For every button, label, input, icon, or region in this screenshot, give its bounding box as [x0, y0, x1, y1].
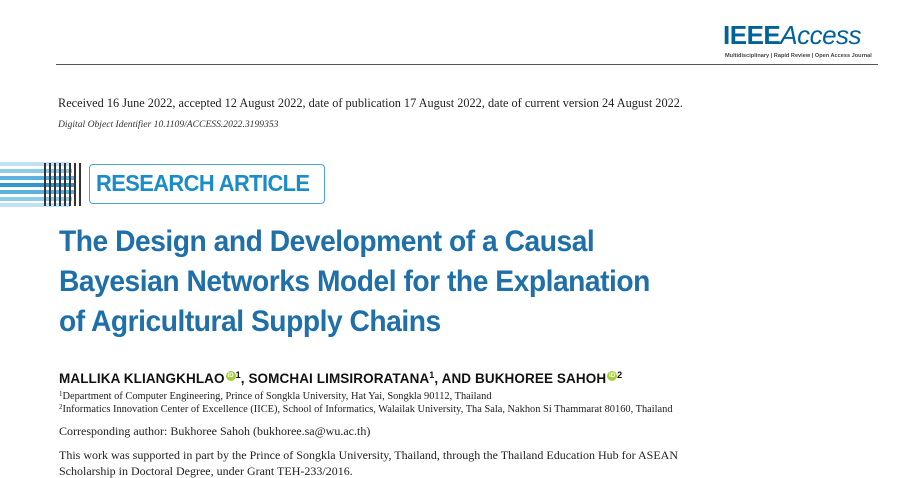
orcid-icon[interactable]: iD	[609, 373, 616, 379]
author-name: MALLIKA KLIANGKHLAO	[59, 371, 225, 386]
decorative-ticks	[44, 163, 84, 206]
author-name: AND BUKHOREE SAHOH	[441, 371, 607, 386]
affiliation	[59, 403, 673, 415]
title-line: The Design and Development of a Causal	[59, 225, 595, 258]
logo-tagline: Multidisciplinary | Rapid Review | Open Access Journal	[725, 53, 872, 59]
received-dates: Received 16 June 2022, accepted 12 August 2022, date of publication 17 August 2022, date of current version 24 August 2022.	[58, 96, 683, 110]
title-line: of Agricultural Supply Chains	[59, 305, 441, 338]
doi-line: Digital Object Identifier 10.1109/ACCESS.2022.3199353	[58, 119, 279, 130]
funding-line: Scholarship in Doctoral Degree, under Grant TEH-233/2016.	[59, 464, 353, 478]
affiliation-text: Informatics Innovation Center of Excellence (IICE), School of Informatics, Walailak University, Tha Sala, Nakhon Si Thammarat 80160, Thailand	[62, 404, 673, 415]
author-name: SOMCHAI LIMSIRORATANA	[248, 371, 430, 386]
funding-line: This work was supported in part by the Prince of Songkla University, Thailand, through the Thailand Education Hub for ASEAN	[59, 448, 679, 462]
affiliation	[59, 390, 492, 402]
logo-wordmark	[723, 20, 861, 50]
affiliation-text: Department of Computer Engineering, Prince of Songkla University, Hat Yai, Songkla 90112, Thailand	[62, 391, 492, 402]
corresponding-author: Corresponding author: Bukhoree Sahoh (bukhoree.sa@wu.ac.th)	[59, 424, 371, 438]
journal-logo	[723, 20, 883, 65]
funding-note	[59, 447, 739, 478]
author-affil-mark: 2	[617, 370, 623, 380]
logo-ieee: IEEE	[723, 20, 781, 50]
article-type-label: RESEARCH ARTICLE	[96, 170, 310, 196]
author-affil-mark: 1	[235, 370, 241, 380]
title-line: Bayesian Networks Model for the Explanation	[59, 265, 650, 298]
author-affil-mark: 1	[429, 370, 435, 380]
paper-title	[59, 222, 759, 342]
author-list: MALLIKA KLIANGKHLAO iD $^1$, SOMCHAI LIMSIRORATANA$^1$, AND BUKHOREE SAHOH iD $^2$	[59, 370, 623, 386]
affiliation-mark: 1	[59, 390, 63, 398]
logo-access: Access	[780, 20, 862, 50]
affiliation-mark: 2	[59, 403, 63, 411]
header-rule	[56, 64, 878, 65]
orcid-icon[interactable]: iD	[227, 373, 234, 379]
